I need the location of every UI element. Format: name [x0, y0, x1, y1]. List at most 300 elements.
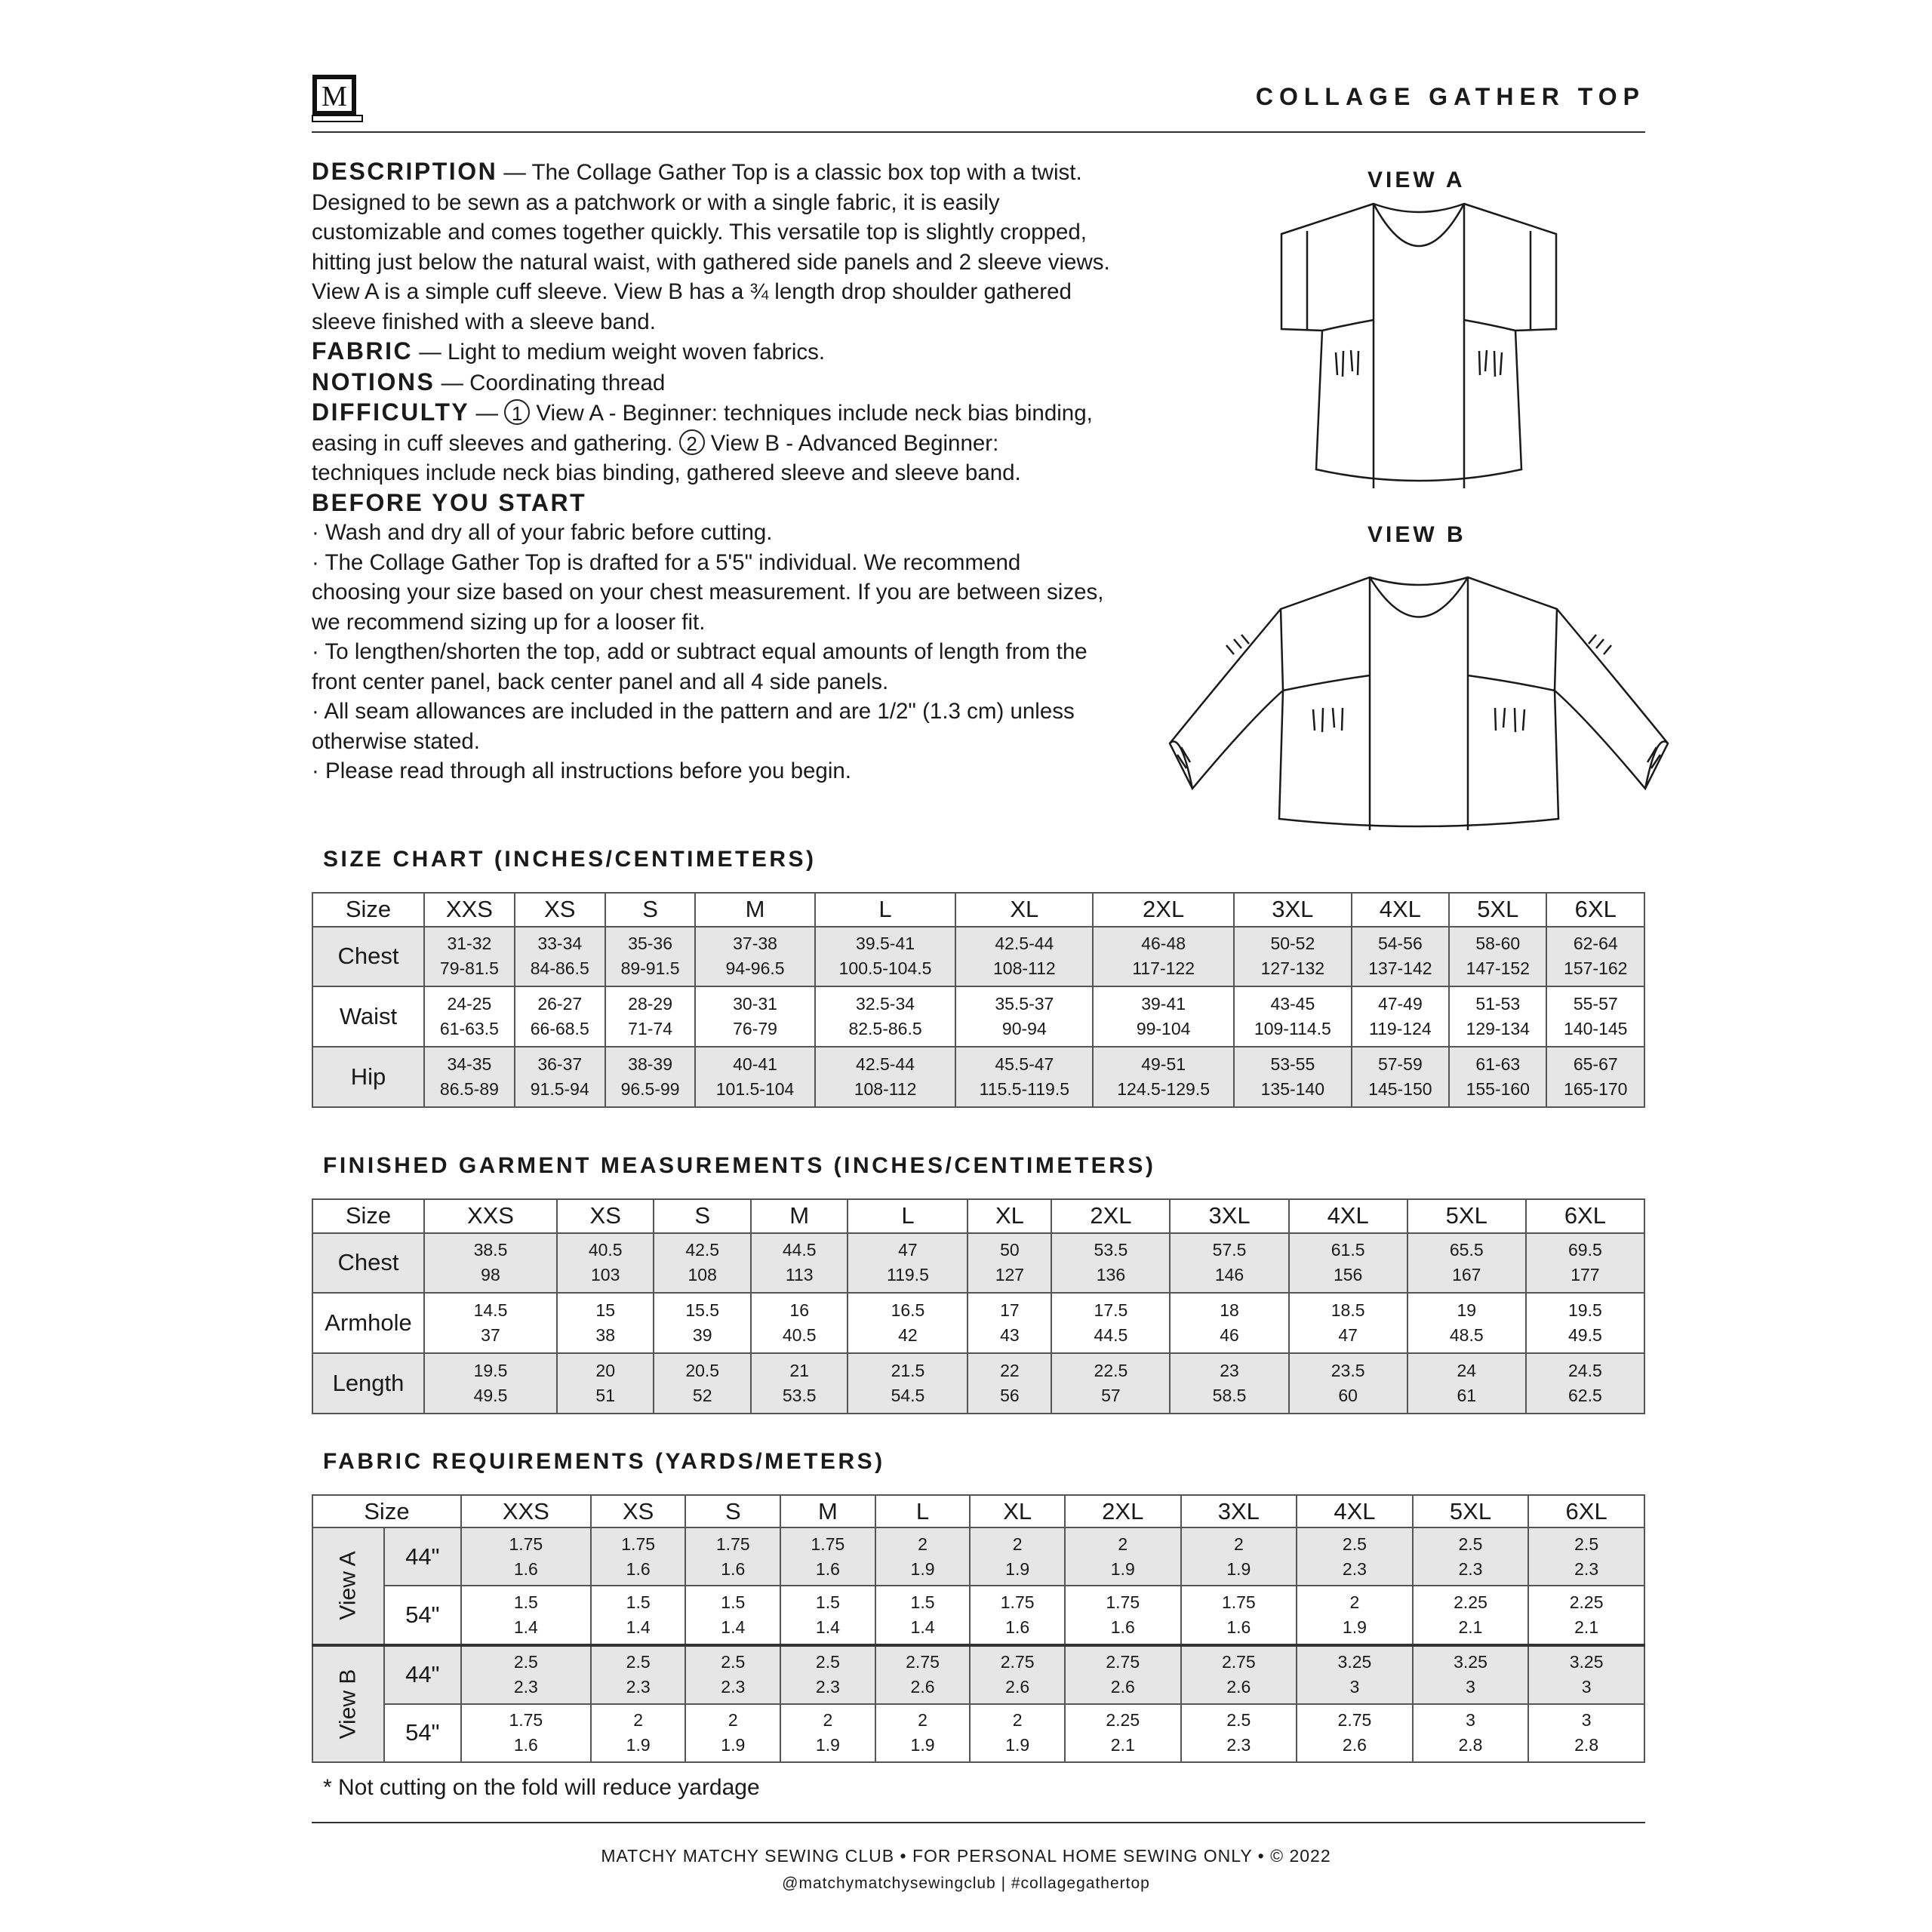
- size-column-header: S: [685, 1495, 780, 1527]
- row-label: Length: [312, 1353, 424, 1414]
- table-row: [312, 986, 1644, 1047]
- table-cell: [1181, 1586, 1297, 1644]
- table-cell: [751, 1233, 848, 1294]
- cell-value-primary: 20: [595, 1361, 615, 1381]
- table-cell: [591, 1527, 686, 1586]
- cell-value-primary: 1.75: [811, 1534, 845, 1554]
- view-group-label: View A: [312, 1527, 384, 1644]
- size-column-header: 3XL: [1170, 1199, 1288, 1233]
- cell-value-secondary: 3: [1581, 1677, 1592, 1697]
- table-cell: [1170, 1233, 1288, 1294]
- cell-value-secondary: 56: [1000, 1386, 1020, 1406]
- table-cell: [1528, 1527, 1644, 1586]
- cell-value-secondary: 1.6: [721, 1558, 746, 1579]
- cell-value-secondary: 2.6: [910, 1677, 935, 1697]
- bullet-item: · Please read through all instructions before you begin.: [312, 758, 851, 783]
- view-group-label: View B: [312, 1645, 384, 1762]
- cell-value-primary: 69.5: [1568, 1240, 1602, 1260]
- table-cell: [1181, 1704, 1297, 1762]
- cell-value-secondary: 177: [1571, 1265, 1600, 1285]
- cell-value-primary: 2: [1012, 1710, 1023, 1730]
- size-chart-table: [312, 892, 1645, 1108]
- table-cell: [591, 1586, 686, 1644]
- size-column-header: 5XL: [1449, 893, 1546, 927]
- cell-value-primary: 51-53: [1475, 994, 1521, 1014]
- cell-value-primary: 1.5: [910, 1592, 935, 1612]
- table-cell: [685, 1704, 780, 1762]
- cell-value-primary: 30-31: [733, 994, 777, 1014]
- table-cell: [1234, 1047, 1352, 1107]
- cell-value-secondary: 84-86.5: [530, 958, 589, 979]
- cell-value-secondary: 127-132: [1260, 958, 1325, 979]
- cell-value-primary: 2.5: [815, 1652, 840, 1672]
- cell-value-primary: 1.75: [1000, 1592, 1035, 1612]
- cell-value-primary: 44.5: [782, 1240, 817, 1260]
- table-cell: [780, 1704, 875, 1762]
- cell-value-primary: 22.5: [1094, 1361, 1128, 1381]
- cell-value-secondary: 61-63.5: [439, 1019, 499, 1039]
- cell-value-secondary: 136: [1096, 1265, 1126, 1285]
- table-cell: [1051, 1233, 1170, 1294]
- cell-value-primary: 3: [1581, 1710, 1592, 1730]
- cell-value-secondary: 2.3: [1342, 1558, 1367, 1579]
- cell-value-secondary: 60: [1338, 1386, 1358, 1406]
- cell-value-primary: 46-48: [1141, 934, 1186, 954]
- cell-value-secondary: 94-96.5: [725, 958, 785, 979]
- cell-value-primary: 3.25: [1454, 1652, 1487, 1672]
- cell-value-secondary: 100.5-104.5: [838, 958, 932, 979]
- pattern-title: COLLAGE GATHER TOP: [1255, 83, 1645, 110]
- cell-value-primary: 23: [1220, 1361, 1239, 1381]
- cell-value-primary: 17: [1000, 1300, 1020, 1321]
- table-cell: [1528, 1704, 1644, 1762]
- table-cell: [461, 1645, 591, 1704]
- cell-value-primary: 2: [1118, 1534, 1128, 1554]
- cell-value-primary: 2.5: [513, 1652, 538, 1672]
- description-paragraph: DESCRIPTION — The Collage Gather Top is a classic box top with a twist. Designed to be sewn as a patchwork or with a single fabric, it is easily customizable and comes together quickly. This versatile top is slightly cropped, hitting just below the natural waist, with gathered side panels and 2 sleeve views. View A is a simple cuff sleeve. View B has a ¾ length drop shoulder gathered sleeve finished with a sleeve band.: [312, 158, 1110, 334]
- notions-paragraph: NOTIONS — Coordinating thread: [312, 368, 666, 395]
- table-cell: [605, 986, 696, 1047]
- cell-value-primary: 15.5: [685, 1300, 720, 1321]
- table-cell: [591, 1645, 686, 1704]
- cell-value-primary: 38-39: [628, 1054, 672, 1075]
- table-cell: [1546, 986, 1644, 1047]
- table-cell: [955, 927, 1093, 987]
- cell-value-secondary: 46: [1220, 1325, 1239, 1346]
- cell-value-primary: 3: [1466, 1710, 1475, 1730]
- fabric-requirements-table: [312, 1494, 1645, 1763]
- cell-value-secondary: 40.5: [782, 1325, 817, 1346]
- row-label: Waist: [312, 986, 424, 1047]
- cell-value-primary: 23.5: [1331, 1361, 1365, 1381]
- cell-value-secondary: 1.4: [721, 1617, 746, 1637]
- table-cell: [848, 1233, 968, 1294]
- logo-letter: M: [321, 81, 347, 112]
- table-cell: [1449, 1047, 1546, 1107]
- finished-measurements-title: FINISHED GARMENT MEASUREMENTS (INCHES/CENTIMETERS): [323, 1153, 1156, 1178]
- cell-value-primary: 32.5-34: [856, 994, 915, 1014]
- cell-value-primary: 31-32: [447, 934, 492, 954]
- difficulty-number-1: 1: [504, 399, 530, 425]
- yardage-note: * Not cutting on the fold will reduce yardage: [323, 1775, 760, 1800]
- difficulty-label: DIFFICULTY: [312, 398, 470, 426]
- bullet-item: · All seam allowances are included in the pattern and are 1/2" (1.3 cm) unless otherwise stated.: [312, 699, 1075, 754]
- cell-value-primary: 42.5: [685, 1240, 720, 1260]
- table-cell: [780, 1645, 875, 1704]
- table-cell: [955, 1047, 1093, 1107]
- cell-value-secondary: 1.9: [1005, 1735, 1030, 1755]
- cell-value-secondary: 101.5-104: [715, 1079, 795, 1100]
- cell-value-primary: 42.5-44: [856, 1054, 915, 1075]
- difficulty-number-2: 2: [679, 429, 705, 455]
- size-column-header: 5XL: [1407, 1199, 1526, 1233]
- footer-divider: [312, 1822, 1645, 1823]
- table-row: [312, 1586, 1644, 1644]
- table-cell: [424, 1047, 515, 1107]
- cell-value-secondary: 108: [688, 1265, 717, 1285]
- cell-value-primary: 1.75: [1106, 1592, 1140, 1612]
- cell-value-primary: 1.5: [815, 1592, 840, 1612]
- size-column-header: S: [654, 1199, 751, 1233]
- table-cell: [695, 927, 814, 987]
- cell-value-primary: 57-59: [1377, 1054, 1423, 1075]
- cell-value-primary: 50-52: [1270, 934, 1315, 954]
- cell-value-primary: 2.5: [1226, 1710, 1251, 1730]
- cell-value-primary: 3.25: [1569, 1652, 1604, 1672]
- table-cell: [1413, 1527, 1529, 1586]
- cell-value-primary: 35.5-37: [995, 994, 1054, 1014]
- cell-value-primary: 38.5: [473, 1240, 508, 1260]
- cell-value-secondary: 49.5: [473, 1386, 508, 1406]
- cell-value-primary: 2: [1349, 1592, 1360, 1612]
- size-column-header: 5XL: [1413, 1495, 1529, 1527]
- cell-value-secondary: 96.5-99: [620, 1079, 680, 1100]
- cell-value-primary: 58-60: [1475, 934, 1521, 954]
- cell-value-secondary: 53.5: [782, 1386, 817, 1406]
- cell-value-secondary: 58.5: [1212, 1386, 1247, 1406]
- cell-value-secondary: 54.5: [891, 1386, 925, 1406]
- cell-value-secondary: 49.5: [1568, 1325, 1602, 1346]
- description-label: DESCRIPTION: [312, 158, 498, 185]
- table-cell: [515, 927, 605, 987]
- table-cell: [461, 1527, 591, 1586]
- table-cell: [875, 1645, 971, 1704]
- cell-value-primary: 2: [918, 1710, 928, 1730]
- view-b-label: VIEW B: [1367, 522, 1466, 547]
- size-column-header: 2XL: [1065, 1495, 1181, 1527]
- cell-value-primary: 2.25: [1569, 1592, 1604, 1612]
- size-column-header: XL: [970, 1495, 1065, 1527]
- cell-value-secondary: 2.3: [626, 1677, 651, 1697]
- table-cell: [1297, 1586, 1413, 1644]
- cell-value-secondary: 52: [692, 1386, 712, 1406]
- cell-value-primary: 1.75: [715, 1534, 750, 1554]
- cell-value-primary: 36-37: [537, 1054, 583, 1075]
- cell-value-secondary: 86.5-89: [439, 1079, 499, 1100]
- fabric-width-label: 44": [384, 1527, 461, 1586]
- cell-value-primary: 17.5: [1094, 1300, 1128, 1321]
- table-cell: [968, 1353, 1051, 1414]
- size-column-header: L: [848, 1199, 968, 1233]
- cell-value-secondary: 157-162: [1564, 958, 1628, 979]
- cell-value-secondary: 2.6: [1005, 1677, 1030, 1697]
- cell-value-primary: 1.5: [626, 1592, 651, 1612]
- size-chart-title: SIZE CHART (INCHES/CENTIMETERS): [323, 847, 817, 872]
- bullet-item: · Wash and dry all of your fabric before cutting.: [312, 520, 773, 545]
- cell-value-secondary: 3: [1349, 1677, 1360, 1697]
- cell-value-secondary: 39: [692, 1325, 712, 1346]
- table-cell: [1065, 1527, 1181, 1586]
- cell-value-primary: 2.5: [1342, 1534, 1367, 1554]
- cell-value-primary: 1.75: [509, 1710, 543, 1730]
- table-cell: [1352, 927, 1449, 987]
- table-row: [312, 1704, 1644, 1762]
- cell-value-secondary: 1.9: [1342, 1617, 1367, 1637]
- table-cell: [695, 1047, 814, 1107]
- bullet-item: · The Collage Gather Top is drafted for a 5'5" individual. We recommend choosing your size based on your chest measurement. If you are between sizes, we recommend sizing up for a looser fit.: [312, 549, 1104, 635]
- cell-value-secondary: 1.9: [815, 1735, 840, 1755]
- notions-label: NOTIONS: [312, 368, 435, 395]
- table-cell: [591, 1704, 686, 1762]
- cell-value-primary: 49-51: [1141, 1054, 1186, 1075]
- cell-value-primary: 2: [1012, 1534, 1023, 1554]
- table-cell: [1170, 1293, 1288, 1353]
- cell-value-primary: 54-56: [1377, 934, 1423, 954]
- size-column-header: XS: [557, 1199, 654, 1233]
- cell-value-primary: 2.5: [721, 1652, 746, 1672]
- cell-value-primary: 2.5: [626, 1652, 651, 1672]
- size-header-cell: Size: [312, 1495, 461, 1527]
- cell-value-secondary: 89-91.5: [620, 958, 680, 979]
- cell-value-primary: 47-49: [1377, 994, 1423, 1014]
- cell-value-secondary: 3: [1466, 1677, 1475, 1697]
- cell-value-secondary: 129-134: [1466, 1019, 1530, 1039]
- size-column-header: 6XL: [1528, 1495, 1644, 1527]
- cell-value-primary: 2.5: [1574, 1534, 1599, 1554]
- table-cell: [1413, 1586, 1529, 1644]
- table-cell: [1289, 1233, 1407, 1294]
- view-a-illustration: [1275, 198, 1562, 498]
- cell-value-secondary: 48.5: [1449, 1325, 1484, 1346]
- table-cell: [1093, 927, 1234, 987]
- table-cell: [1407, 1233, 1526, 1294]
- table-cell: [815, 1047, 956, 1107]
- cell-value-secondary: 2.1: [1574, 1617, 1599, 1637]
- table-cell: [970, 1704, 1065, 1762]
- cell-value-secondary: 38: [595, 1325, 615, 1346]
- cell-value-secondary: 66-68.5: [530, 1019, 589, 1039]
- cell-value-secondary: 156: [1333, 1265, 1363, 1285]
- cell-value-secondary: 1.9: [721, 1735, 746, 1755]
- cell-value-primary: 22: [1000, 1361, 1020, 1381]
- table-row: [312, 1233, 1644, 1294]
- table-cell: [815, 927, 956, 987]
- cell-value-secondary: 1.4: [815, 1617, 840, 1637]
- cell-value-secondary: 108-112: [992, 958, 1056, 979]
- row-label: Hip: [312, 1047, 424, 1107]
- cell-value-secondary: 103: [591, 1265, 620, 1285]
- cell-value-secondary: 1.9: [1005, 1558, 1030, 1579]
- table-cell: [1297, 1527, 1413, 1586]
- bullet-item: · To lengthen/shorten the top, add or subtract equal amounts of length from the front center panel, back center panel and all 4 side panels.: [312, 639, 1088, 694]
- table-row: [312, 927, 1644, 987]
- cell-value-primary: 18.5: [1331, 1300, 1365, 1321]
- table-cell: [424, 1233, 557, 1294]
- cell-value-secondary: 2.6: [1110, 1677, 1135, 1697]
- table-cell: [461, 1586, 591, 1644]
- table-cell: [875, 1586, 971, 1644]
- table-cell: [1526, 1353, 1644, 1414]
- table-row: [312, 1353, 1644, 1414]
- size-column-header: 6XL: [1526, 1199, 1644, 1233]
- table-row: [312, 1047, 1644, 1107]
- view-b-illustration: [1166, 570, 1672, 834]
- table-cell: [1181, 1527, 1297, 1586]
- difficulty-paragraph: DIFFICULTY — 1 View A - Beginner: techniques include neck bias binding, easing in cuff sleeves and gathering. 2 View B - Advanced Beginner: techniques include neck bias binding, gathered sleeve and sleeve band.: [312, 398, 1093, 485]
- cell-value-secondary: 42: [898, 1325, 918, 1346]
- fabric-width-label: 44": [384, 1645, 461, 1704]
- table-cell: [685, 1527, 780, 1586]
- cell-value-primary: 1.75: [621, 1534, 656, 1554]
- size-column-header: 2XL: [1093, 893, 1234, 927]
- table-cell: [695, 986, 814, 1047]
- table-cell: [1352, 1047, 1449, 1107]
- table-cell: [1449, 927, 1546, 987]
- cell-value-primary: 3.25: [1337, 1652, 1372, 1672]
- cell-value-primary: 21: [789, 1361, 809, 1381]
- table-cell: [1352, 986, 1449, 1047]
- table-cell: [1413, 1704, 1529, 1762]
- table-cell: [848, 1293, 968, 1353]
- size-column-header: XXS: [424, 1199, 557, 1233]
- cell-value-primary: 45.5-47: [995, 1054, 1054, 1075]
- table-cell: [970, 1586, 1065, 1644]
- cell-value-primary: 2.75: [1337, 1710, 1372, 1730]
- table-cell: [1546, 1047, 1644, 1107]
- cell-value-primary: 1.75: [509, 1534, 543, 1554]
- cell-value-secondary: 2.3: [721, 1677, 746, 1697]
- cell-value-primary: 65-67: [1573, 1054, 1618, 1075]
- cell-value-primary: 28-29: [628, 994, 672, 1014]
- cell-value-secondary: 1.9: [910, 1558, 935, 1579]
- cell-value-secondary: 124.5-129.5: [1117, 1079, 1211, 1100]
- cell-value-primary: 2.75: [906, 1652, 940, 1672]
- row-label: Chest: [312, 927, 424, 987]
- cell-value-secondary: 51: [595, 1386, 615, 1406]
- cell-value-primary: 2.25: [1106, 1710, 1140, 1730]
- cell-value-primary: 26-27: [537, 994, 583, 1014]
- fabric-requirements-title: FABRIC REQUIREMENTS (YARDS/METERS): [323, 1449, 885, 1474]
- table-cell: [1093, 1047, 1234, 1107]
- table-cell: [1065, 1645, 1181, 1704]
- table-cell: [685, 1645, 780, 1704]
- cell-value-secondary: 119.5: [887, 1265, 929, 1285]
- cell-value-primary: 19.5: [1568, 1300, 1602, 1321]
- cell-value-primary: 2: [1233, 1534, 1244, 1554]
- cell-value-primary: 2: [918, 1534, 928, 1554]
- table-cell: [780, 1527, 875, 1586]
- table-cell: [605, 927, 696, 987]
- cell-value-secondary: 62.5: [1568, 1386, 1602, 1406]
- cell-value-secondary: 1.6: [626, 1558, 651, 1579]
- cell-value-secondary: 167: [1452, 1265, 1481, 1285]
- cell-value-primary: 2: [728, 1710, 738, 1730]
- cell-value-secondary: 37: [481, 1325, 500, 1346]
- cell-value-primary: 43-45: [1270, 994, 1315, 1014]
- cell-value-secondary: 155-160: [1466, 1079, 1530, 1100]
- cell-value-secondary: 117-122: [1132, 958, 1195, 979]
- cell-value-secondary: 76-79: [733, 1019, 777, 1039]
- table-cell: [605, 1047, 696, 1107]
- cell-value-secondary: 113: [785, 1265, 814, 1285]
- size-column-header: M: [751, 1199, 848, 1233]
- cell-value-secondary: 2.3: [815, 1677, 840, 1697]
- cell-value-secondary: 1.6: [815, 1558, 840, 1579]
- table-cell: [557, 1233, 654, 1294]
- cell-value-secondary: 1.9: [1110, 1558, 1135, 1579]
- cell-value-primary: 40-41: [733, 1054, 777, 1075]
- size-column-header: L: [875, 1495, 971, 1527]
- cell-value-secondary: 1.4: [626, 1617, 651, 1637]
- table-cell: [557, 1293, 654, 1353]
- cell-value-secondary: 1.6: [1110, 1617, 1135, 1637]
- cell-value-primary: 19: [1457, 1300, 1477, 1321]
- footer-social: @matchymatchysewingclub | #collagegathertop: [782, 1875, 1150, 1892]
- cell-value-secondary: 43: [1000, 1325, 1020, 1346]
- cell-value-secondary: 2.1: [1110, 1735, 1135, 1755]
- table-cell: [1449, 986, 1546, 1047]
- cell-value-secondary: 71-74: [628, 1019, 672, 1039]
- table-cell: [1297, 1645, 1413, 1704]
- cell-value-primary: 35-36: [628, 934, 672, 954]
- cell-value-primary: 21.5: [891, 1361, 925, 1381]
- cell-value-primary: 53-55: [1270, 1054, 1315, 1075]
- cell-value-primary: 33-34: [537, 934, 583, 954]
- size-column-header: 3XL: [1234, 893, 1352, 927]
- cell-value-secondary: 146: [1214, 1265, 1244, 1285]
- fabric-width-label: 54": [384, 1586, 461, 1644]
- cell-value-secondary: 145-150: [1368, 1079, 1432, 1100]
- size-column-header: XXS: [461, 1495, 591, 1527]
- cell-value-secondary: 109-114.5: [1254, 1019, 1331, 1039]
- cell-value-primary: 2.75: [1106, 1652, 1140, 1672]
- cell-value-secondary: 140-145: [1564, 1019, 1628, 1039]
- cell-value-primary: 1.5: [721, 1592, 746, 1612]
- cell-value-primary: 37-38: [733, 934, 777, 954]
- cell-value-secondary: 135-140: [1260, 1079, 1325, 1100]
- cell-value-primary: 2.25: [1454, 1592, 1487, 1612]
- cell-value-secondary: 79-81.5: [439, 958, 499, 979]
- table-cell: [1407, 1293, 1526, 1353]
- cell-value-secondary: 99-104: [1136, 1019, 1191, 1039]
- cell-value-secondary: 1.6: [1005, 1617, 1030, 1637]
- table-cell: [1234, 986, 1352, 1047]
- cell-value-secondary: 127: [995, 1265, 1025, 1285]
- cell-value-primary: 1.75: [1221, 1592, 1256, 1612]
- table-cell: [1093, 986, 1234, 1047]
- cell-value-primary: 39-41: [1141, 994, 1186, 1014]
- table-cell: [780, 1586, 875, 1644]
- cell-value-primary: 20.5: [685, 1361, 720, 1381]
- row-label: Chest: [312, 1233, 424, 1294]
- table-cell: [557, 1353, 654, 1414]
- size-column-header: S: [605, 893, 696, 927]
- cell-value-secondary: 1.9: [1226, 1558, 1251, 1579]
- row-label: Armhole: [312, 1293, 424, 1353]
- cell-value-primary: 65.5: [1449, 1240, 1484, 1260]
- table-cell: [751, 1353, 848, 1414]
- table-row: [312, 1645, 1644, 1704]
